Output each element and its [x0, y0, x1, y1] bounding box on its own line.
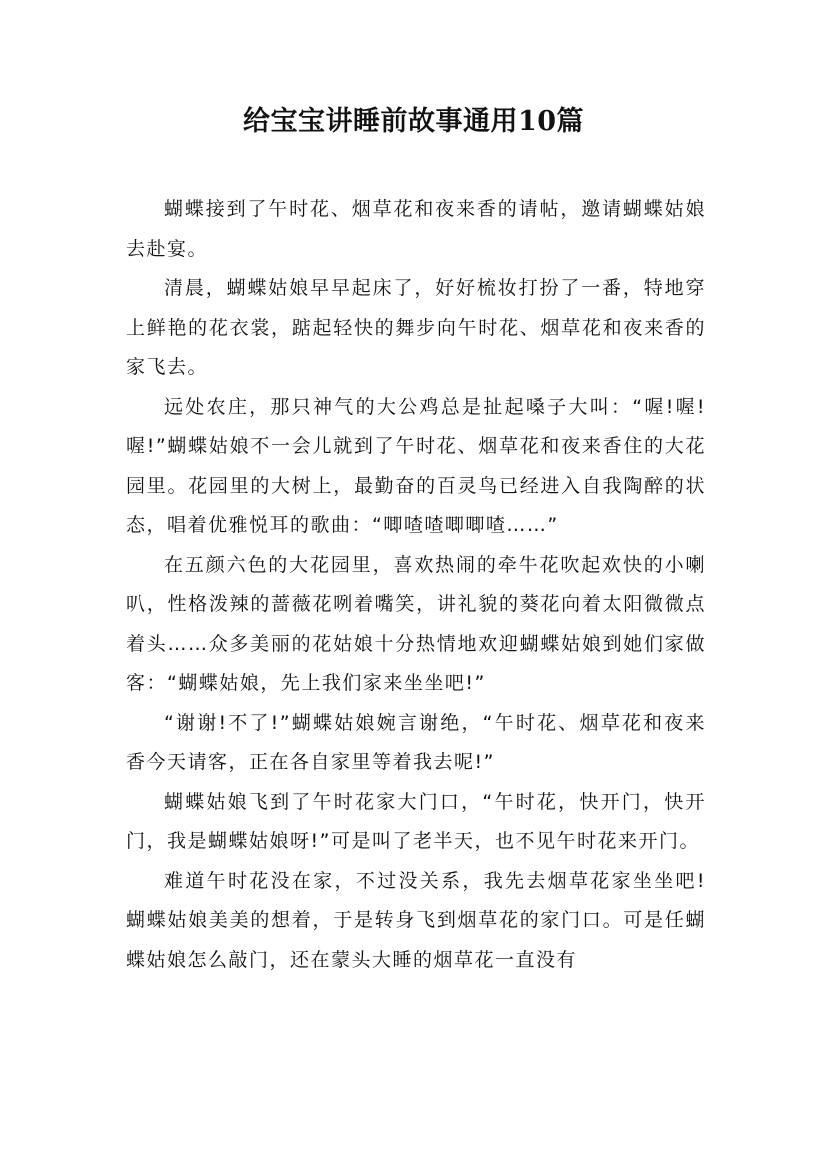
document-body: [126, 190, 706, 980]
paragraph: 远处农庄，那只神气的大公鸡总是扯起嗓子大叫：“喔!喔!喔!”蝴蝶姑娘不一会儿就到了午时花、烟草花和夜来香住的大花园里。花园里的大树上，最勤奋的百灵鸟已经进入自我陶醉的状态，唱着优雅悦耳的歌曲：“唧喳喳唧唧喳……”: [126, 395, 706, 536]
paragraph: 蝴蝶姑娘飞到了午时花家大门口，“午时花，快开门，快开门，我是蝴蝶姑娘呀!”可是叫了老半天，也不见午时花来开门。: [126, 790, 706, 852]
paragraph: 蝴蝶接到了午时花、烟草花和夜来香的请帖，邀请蝴蝶姑娘去赴宴。: [126, 198, 706, 260]
paragraph: 难道午时花没在家，不过没关系，我先去烟草花家坐坐吧!蝴蝶姑娘美美的想着，于是转身飞到烟草花的家门口。可是任蝴蝶姑娘怎么敲门，还在蒙头大睡的烟草花一直没有: [126, 869, 706, 971]
paragraph: 在五颜六色的大花园里，喜欢热闹的牵牛花吹起欢快的小喇叭，性格泼辣的蔷薇花咧着嘴笑，讲礼貌的葵花向着太阳微微点着头……众多美丽的花姑娘十分热情地欢迎蝴蝶姑娘到她们家做客：“蝴蝶姑娘，先上我们家来坐坐吧!”: [126, 553, 706, 694]
document-title: 给宝宝讲睡前故事通用10篇: [242, 106, 585, 137]
paragraph: “谢谢!不了!”蝴蝶姑娘婉言谢绝，“午时花、烟草花和夜来香今天请客，正在各自家里等着我去呢!”: [126, 711, 706, 773]
paragraph: 清晨，蝴蝶姑娘早早起床了，好好梳妆打扮了一番，特地穿上鲜艳的花衣裳，踮起轻快的舞步向午时花、烟草花和夜来香的家飞去。: [126, 277, 706, 378]
